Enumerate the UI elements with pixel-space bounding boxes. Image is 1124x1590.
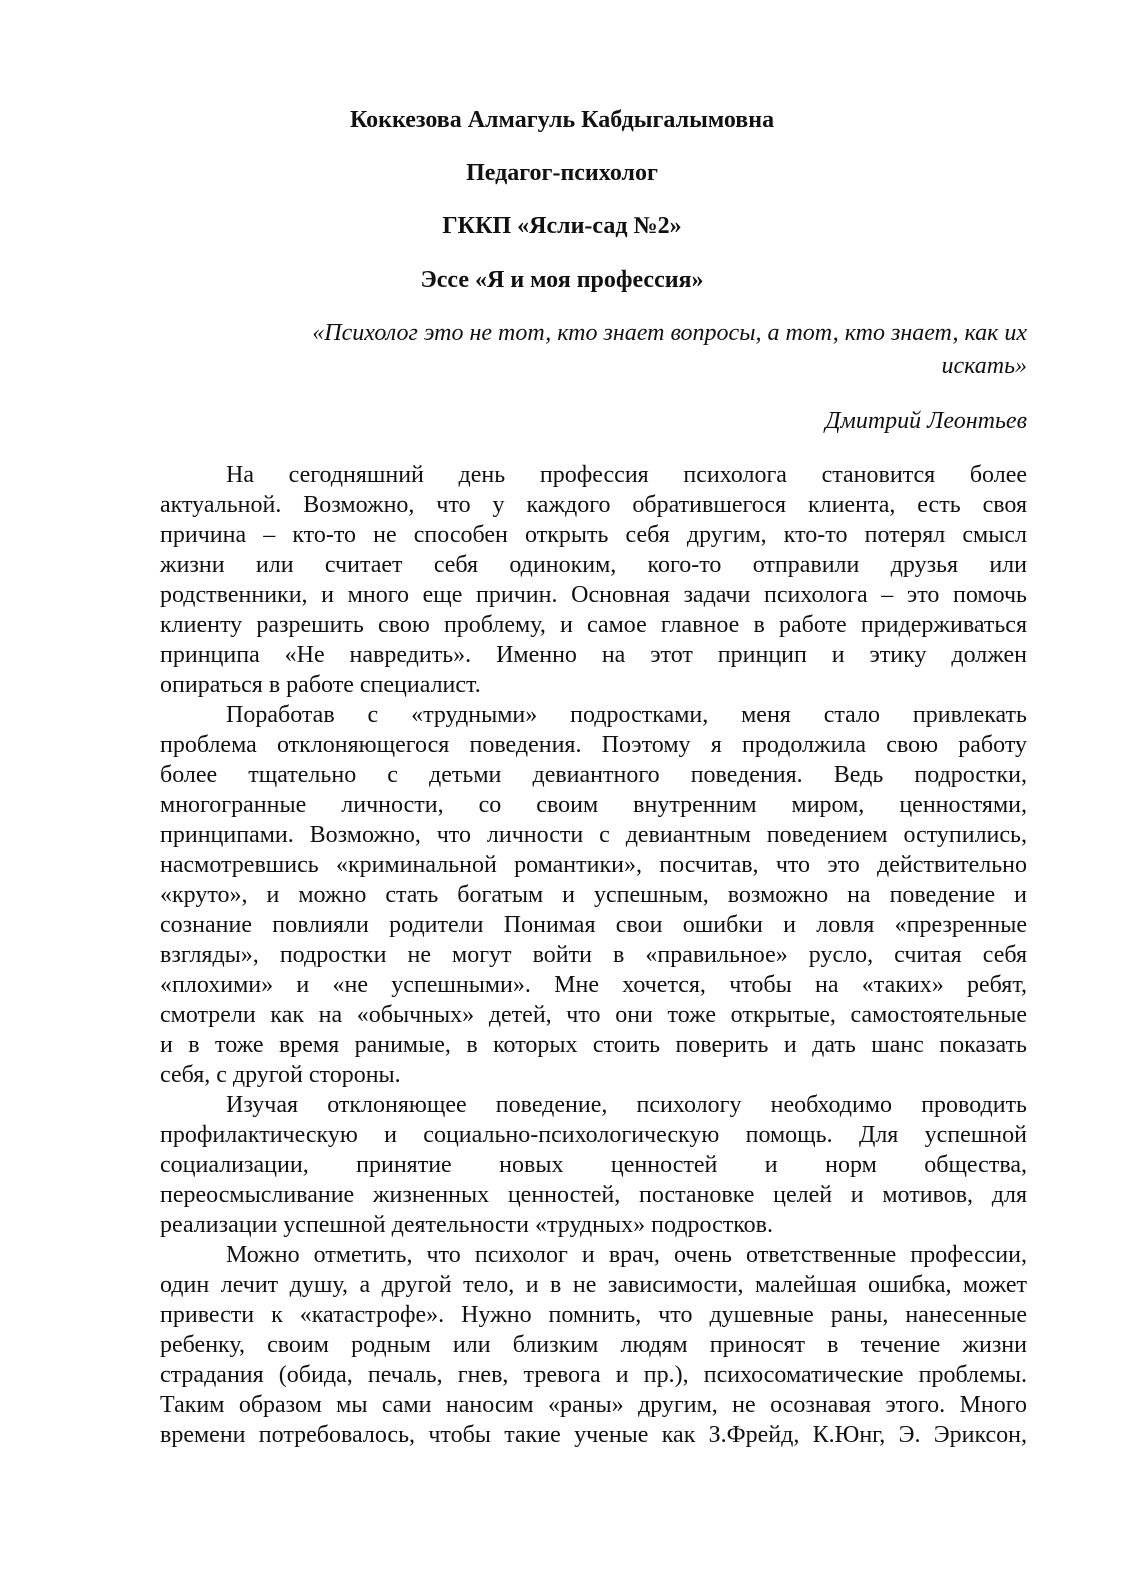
paragraph-line: себя, с другой стороны. (160, 1062, 401, 1088)
paragraph-line: и в тоже время ранимые, в которых стоить поверить и дать шанс показать (160, 1032, 1027, 1058)
paragraph-line: профилактическую и социально-психологическую помощь. Для успешной (160, 1122, 1027, 1148)
paragraph-line: переосмысливание жизненных ценностей, постановке целей и мотивов, для (160, 1182, 1027, 1208)
paragraph-line: ребенку, своим родным или близким людям приносят в течение жизни (160, 1332, 1027, 1358)
paragraph-line: взгляды», подростки не могут войти в «правильное» русло, считая себя (160, 942, 1027, 968)
paragraph-line: реализации успешной деятельности «трудных» подростков. (160, 1212, 774, 1238)
paragraph-line: один лечит душу, а другой тело, и в не зависимости, малейшая ошибка, может (160, 1272, 1027, 1298)
paragraph-line: социализации, принятие новых ценностей и норм общества, (160, 1152, 1027, 1178)
paragraph-line: времени потребовалось, чтобы такие ученые как З.Фрейд, К.Юнг, Э. Эриксон, (160, 1422, 1027, 1448)
paragraph-line: клиенту разрешить свою проблему, и самое главное в работе придерживаться (160, 612, 1027, 638)
paragraph-line: Поработав с «трудными» подростками, меня стало привлекать (226, 702, 1027, 728)
author-name: Коккезова Алмагуль Кабдыгалымовна (349, 107, 775, 133)
essay-title: Эссе «Я и моя профессия» (420, 267, 704, 293)
paragraph-line: привести к «катастрофе». Нужно помнить, что душевные раны, нанесенные (160, 1302, 1027, 1328)
paragraph-line: «круто», и можно стать богатым и успешным, возможно на поведение и (160, 882, 1027, 908)
paragraph-line: Можно отметить, что психолог и врач, очень ответственные профессии, (226, 1242, 1027, 1268)
paragraph-line: актуальной. Возможно, что у каждого обратившегося клиента, есть своя (160, 492, 1027, 518)
paragraph-line: На сегодняшний день профессия психолога становится более (226, 462, 1027, 488)
essay-body (160, 460, 1027, 1450)
paragraph (160, 460, 1027, 700)
author-position: Педагог-психолог (466, 160, 658, 186)
epigraph-line: искать» (941, 353, 1027, 379)
paragraph-line: многогранные личности, со своим внутренним миром, ценностями, (160, 792, 1027, 818)
paragraph-line: опираться в работе специалист. (160, 672, 481, 698)
paragraph-line: насмотревшись «криминальной романтики», посчитав, что это действительно (160, 852, 1027, 878)
epigraph-author: Дмитрий Леонтьев (825, 408, 1027, 434)
paragraph-line: Таким образом мы сами наносим «раны» другим, не осознавая этого. Много (160, 1392, 1027, 1418)
paragraph-line: сознание повлияли родители Понимая свои ошибки и ловля «презренные (160, 912, 1027, 938)
paragraph-line: «плохими» и «не успешными». Мне хочется, чтобы на «таких» ребят, (160, 972, 1027, 998)
paragraph (160, 1240, 1027, 1450)
paragraph-line: жизни или считает себя одиноким, кого-то отправили друзья или (160, 552, 1027, 578)
paragraph-line: принципа «Не навредить». Именно на этот принцип и этику должен (160, 642, 1027, 668)
paragraph-line: страдания (обида, печаль, гнев, тревога и пр.), психосоматические проблемы. (160, 1362, 1027, 1388)
paragraph-line: смотрели как на «обычных» детей, что они тоже открытые, самостоятельные (160, 1002, 1027, 1028)
paragraph (160, 1090, 1027, 1240)
paragraph-line: родственники, и много еще причин. Основная задачи психолога – это помочь (160, 582, 1027, 608)
paragraph-line: Изучая отклоняющее поведение, психологу необходимо проводить (226, 1092, 1027, 1118)
paragraph-line: принципами. Возможно, что личности с девиантным поведением оступились, (160, 822, 1027, 848)
epigraph-line: «Психолог это не тот, кто знает вопросы, а тот, кто знает, как их (312, 320, 1027, 346)
paragraph-line: проблема отклоняющегося поведения. Поэтому я продолжила свою работу (160, 732, 1027, 758)
paragraph-line: более тщательно с детьми девиантного поведения. Ведь подростки, (160, 762, 1027, 788)
paragraph (160, 700, 1027, 1090)
paragraph-line: причина – кто-то не способен открыть себя другим, кто-то потерял смысл (160, 522, 1027, 548)
organization: ГККП «Ясли-сад №2» (442, 213, 682, 239)
